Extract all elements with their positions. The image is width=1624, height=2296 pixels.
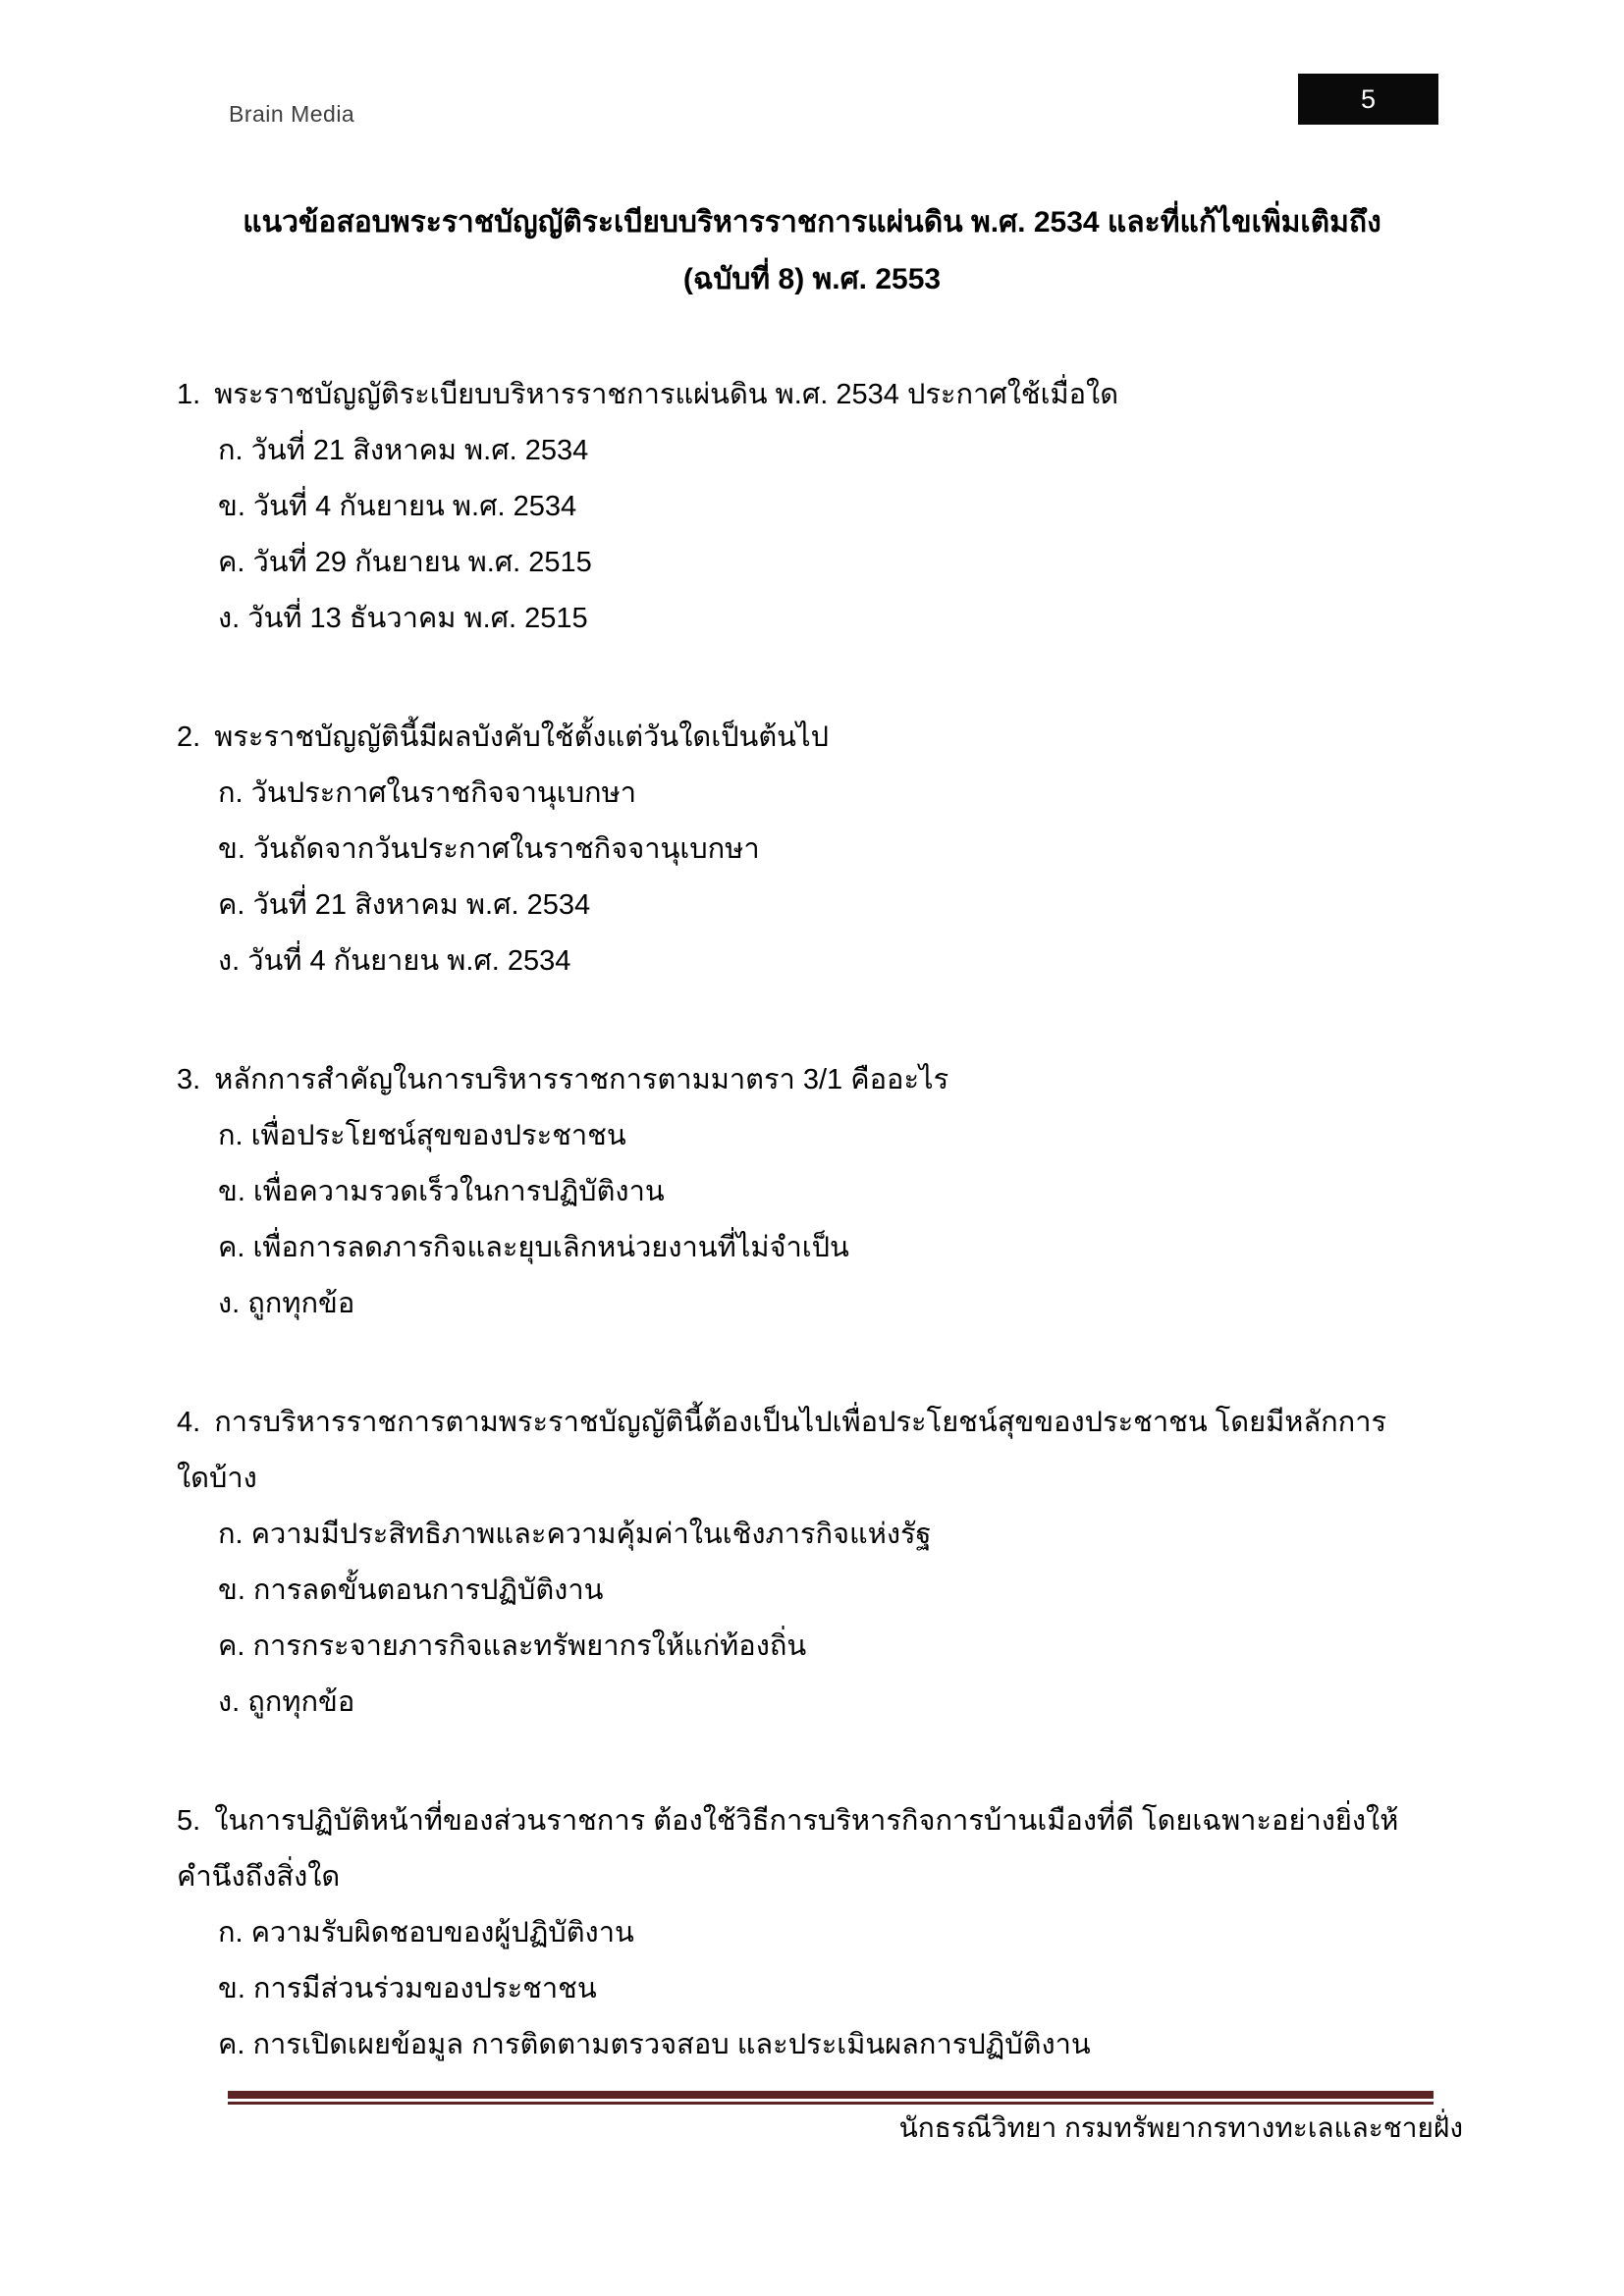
question-text: พระราชบัญญัตินี้มีผลบังคับใช้ตั้งแต่วันใดเป็นต้นไป [214,721,829,753]
question-number: 4. [177,1407,201,1438]
question-text: การบริหารราชการตามพระราชบัญญัตินี้ต้องเป็นไปเพื่อประโยชน์สุขของประชาชน โดยมีหลักการ [214,1407,1387,1438]
question-line [177,1395,1506,1451]
question-block [177,1052,1506,1332]
choice-text: ถูกทุกข้อ [247,1288,355,1319]
question-line [177,1793,1506,1849]
choice-label: ง. [218,603,241,634]
footer-rule-thick [228,2091,1434,2099]
choice-label: ข. [218,1176,245,1207]
choice-line [218,1276,1506,1332]
choice-label: ก. [218,1917,244,1949]
choice-text: ความรับผิดชอบของผู้ปฏิบัติงาน [250,1917,634,1949]
document-title-line1: แนวข้อสอบพระราชบัญญัติระเบียบบริหารราชการแผ่นดิน พ.ศ. 2534 และที่แก้ไขเพิ่มเติมถึง [243,206,1381,239]
choice-label: ง. [218,945,241,977]
choice-label: ก. [218,435,244,466]
document-title-line2: (ฉบับที่ 8) พ.ศ. 2553 [682,263,942,295]
choice-label: ค. [218,1630,245,1662]
choice-label: ค. [218,547,245,578]
question-line [177,367,1506,423]
brand-text: Brain Media [229,101,355,127]
choice-line [218,1108,1506,1164]
choice-line [218,878,1506,934]
choice-text: ถูกทุกข้อ [247,1686,355,1718]
choice-label: ข. [218,1575,245,1606]
choice-text: การลดขั้นตอนการปฏิบัติงาน [252,1575,604,1606]
choice-line [218,1675,1506,1731]
footer-rule-thin [228,2102,1434,2105]
choice-line [218,423,1506,479]
choice-label: ง. [218,1686,241,1718]
question-block [177,710,1506,989]
choice-line [218,1220,1506,1276]
choice-text: วันที่ 21 สิงหาคม พ.ศ. 2534 [252,889,591,921]
question-line-wrap: คำนึงถึงสิ่งใด [177,1861,341,1893]
choice-text: วันถัดจากวันประกาศในราชกิจจานุเบกษา [252,833,760,865]
choice-label: ค. [218,889,245,921]
choice-line [218,479,1506,535]
choice-text: เพื่อประโยชน์สุขของประชาชน [250,1120,626,1151]
choice-line [218,2017,1506,2073]
choice-text: การกระจายภารกิจและทรัพยากรให้แก่ท้องถิ่น [252,1630,807,1662]
question-block [177,367,1506,647]
choice-text: ความมีประสิทธิภาพและความคุ้มค่าในเชิงภารกิจแห่งรัฐ [250,1519,932,1550]
question-block [177,1793,1506,2073]
footer-text: นักธรณีวิทยา กรมทรัพยากรทางทะเลและชายฝั่ง [898,2112,1463,2143]
question-number: 5. [177,1805,201,1837]
choices-list [177,1108,1506,1332]
choice-line [218,934,1506,989]
choice-label: ก. [218,1519,244,1550]
question-line [177,1052,1506,1108]
question-text: พระราชบัญญัติระเบียบบริหารราชการแผ่นดิน พ.ศ. 2534 ประกาศใช้เมื่อใด [214,379,1119,410]
question-number: 3. [177,1064,201,1095]
choices-list [177,1507,1506,1731]
choice-text: การเปิดเผยข้อมูล การติดตามตรวจสอบ และประเมินผลการปฏิบัติงาน [252,2029,1091,2060]
choice-text: วันที่ 4 กันยายน พ.ศ. 2534 [252,491,577,522]
choice-line [218,591,1506,647]
choice-text: วันที่ 21 สิงหาคม พ.ศ. 2534 [250,435,589,466]
choice-text: เพื่อการลดภารกิจและยุบเลิกหน่วยงานที่ไม่จำเป็น [252,1232,849,1263]
question-text: หลักการสำคัญในการบริหารราชการตามมาตรา 3/1 คืออะไร [214,1064,949,1095]
choice-line [218,1905,1506,1961]
choice-text: เพื่อความรวดเร็วในการปฏิบัติงาน [252,1176,665,1207]
page-number-badge: 5 [1298,74,1438,125]
choice-label: ค. [218,1232,245,1263]
question-number: 2. [177,721,201,753]
choice-label: ข. [218,833,245,865]
choice-text: วันที่ 29 กันยายน พ.ศ. 2515 [252,547,592,578]
questions-list [177,367,1506,2136]
question-text: ในการปฏิบัติหน้าที่ของส่วนราชการ ต้องใช้วิธีการบริหารกิจการบ้านเมืองที่ดี โดยเฉพาะอย่างยิ่งให้ [214,1805,1399,1837]
choice-label: ก. [218,1120,244,1151]
choice-line [218,822,1506,878]
choice-text: วันประกาศในราชกิจจานุเบกษา [250,777,637,809]
choice-label: ค. [218,2029,245,2060]
choice-text: การมีส่วนร่วมของประชาชน [252,1973,597,2004]
choice-line [218,1619,1506,1675]
choice-line [218,1563,1506,1619]
question-line [177,710,1506,766]
choices-list [177,1905,1506,2073]
choice-label: ข. [218,1973,245,2004]
choices-list [177,423,1506,647]
choice-label: ง. [218,1288,241,1319]
question-block [177,1395,1506,1731]
choices-list [177,766,1506,989]
choice-line [218,1961,1506,2017]
document-title [0,194,1624,308]
choice-line [218,1164,1506,1220]
choice-label: ข. [218,491,245,522]
choice-line [218,1507,1506,1563]
choice-line [218,535,1506,591]
question-number: 1. [177,379,201,410]
choice-line [218,766,1506,822]
question-line-wrap: ใดบ้าง [177,1463,257,1494]
choice-text: วันที่ 4 กันยายน พ.ศ. 2534 [247,945,571,977]
choice-label: ก. [218,777,244,809]
choice-text: วันที่ 13 ธันวาคม พ.ศ. 2515 [247,603,588,634]
